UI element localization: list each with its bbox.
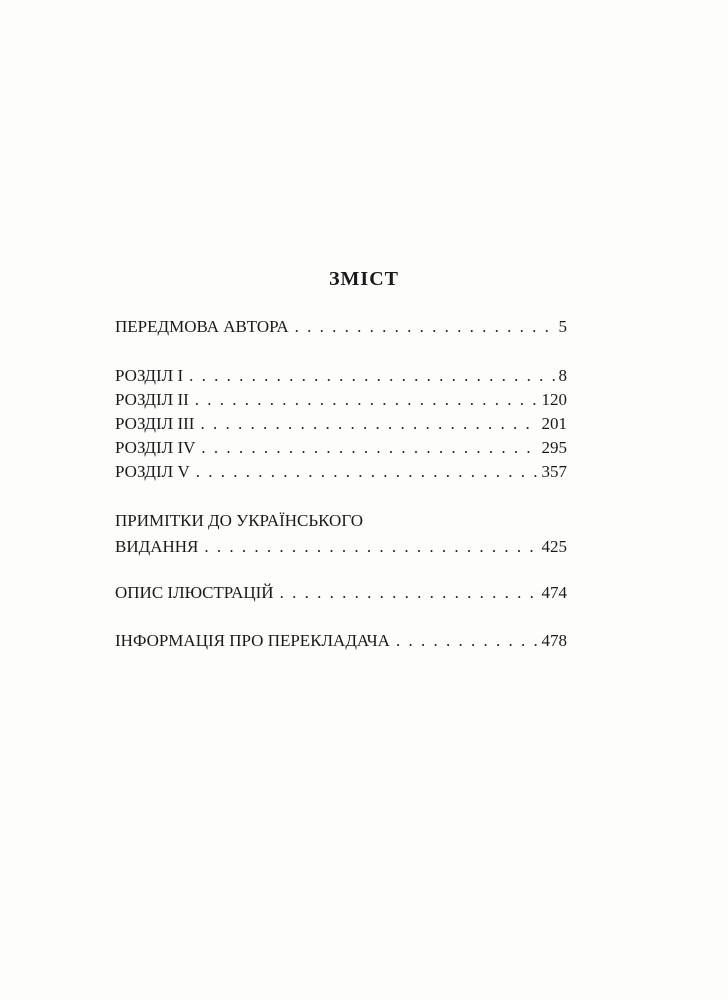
toc-entry-page: 120 [541, 390, 567, 409]
dot-leader [195, 388, 538, 412]
dot-leader [204, 535, 537, 559]
toc-entry-page: 474 [541, 583, 567, 602]
toc-entry-notes [115, 535, 567, 559]
toc-entry-label: ІНФОРМАЦІЯ ПРО ПЕРЕКЛАДАЧА [115, 631, 390, 650]
toc-entry-illustrations [115, 581, 567, 605]
toc-entry-label: РОЗДІЛ III [115, 414, 195, 433]
toc-title: ЗМІСТ [329, 268, 399, 290]
toc-entry-page: 357 [541, 462, 567, 481]
toc-entry-chapter-2 [115, 388, 567, 412]
toc-entry-page: 5 [558, 317, 567, 336]
toc-entry-page: 8 [558, 366, 567, 385]
dot-leader [196, 460, 538, 484]
dot-leader [189, 364, 554, 388]
toc-entry-label: ОПИС ІЛЮСТРАЦІЙ [115, 583, 274, 602]
toc-entry-label: РОЗДІЛ I [115, 366, 184, 385]
dot-leader [201, 436, 537, 460]
toc-entry-page: 295 [541, 438, 567, 457]
toc-entry-page: 478 [541, 631, 567, 650]
dot-leader [396, 629, 538, 653]
toc-entry-preface [115, 315, 567, 339]
toc-entry-label: РОЗДІЛ II [115, 390, 189, 409]
toc-entry-chapter-5 [115, 460, 567, 484]
toc-entry-translator [115, 629, 567, 653]
toc-entry-label: ПЕРЕДМОВА АВТОРА [115, 317, 289, 336]
toc-entry-chapter-3 [115, 412, 567, 436]
toc-entry-label: РОЗДІЛ V [115, 462, 190, 481]
dot-leader [280, 581, 538, 605]
dot-leader [295, 315, 555, 339]
toc-entry-chapter-4 [115, 436, 567, 460]
toc-entry-page: 425 [541, 537, 567, 556]
toc-entry-page: 201 [541, 414, 567, 433]
toc-entry-label: РОЗДІЛ IV [115, 438, 196, 457]
toc-entry-label: ВИДАННЯ [115, 537, 199, 556]
dot-leader [200, 412, 537, 436]
toc-entry-chapter-1 [115, 364, 567, 388]
toc-entry-notes-line1: ПРИМІТКИ ДО УКРАЇНСЬКОГО [115, 511, 364, 530]
